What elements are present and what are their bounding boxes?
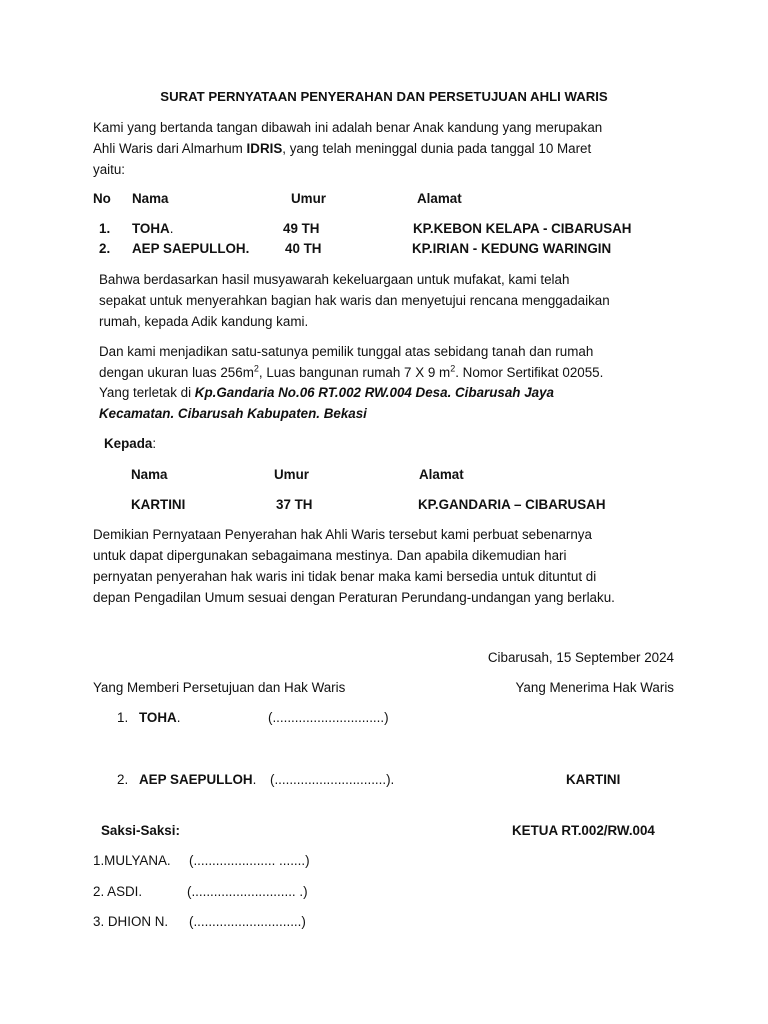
para3-line-2: untuk dapat dipergunakan sebagaimana mestinya. Dan apabila dikemudian hari <box>93 548 567 563</box>
witness-1-name: 1.MULYANA. <box>93 853 171 868</box>
heirs-header-age: Umur <box>291 191 326 206</box>
heirs-header-name: Nama <box>132 191 169 206</box>
land-area-text: dengan ukuran luas 256m <box>99 365 254 380</box>
para1-line-1: Bahwa berdasarkan hasil musyawarah kekeluargaan untuk mufakat, kami telah <box>99 272 570 287</box>
heir-2-name-text: AEP SAEPULLOH. <box>132 241 250 256</box>
witnesses-label: Saksi-Saksi: <box>101 823 180 838</box>
heirs-header-address: Alamat <box>417 191 462 206</box>
intro-line-2 <box>93 138 591 159</box>
para2-line-3 <box>99 382 554 403</box>
recipient-address: KP.GANDARIA – CIBARUSAH <box>418 497 606 512</box>
heir-1-name-suffix: . <box>169 221 174 236</box>
para1-line-2: sepakat untuk menyerahkan bagian hak waris dan menyetujui rencana menggadaikan <box>99 293 610 308</box>
witness-3-name: 3. DHION N. <box>93 914 169 929</box>
signer-1-no: 1. <box>117 710 129 725</box>
witness-3-signature-line: (.............................) <box>189 914 306 929</box>
location-prefix: Yang terletak di <box>99 385 195 400</box>
para3-line-1: Demikian Pernyataan Penyerahan hak Ahli Waris tersebut kami perbuat sebenarnya <box>93 527 592 542</box>
kepada-label <box>104 433 156 454</box>
document-title: SURAT PERNYATAAN PENYERAHAN DAN PERSETUJUAN AHLI WARIS <box>160 89 608 104</box>
heir-2-no: 2. <box>99 241 111 256</box>
witness-2-name: 2. ASDI. <box>93 884 143 899</box>
property-location: Kp.Gandaria No.06 RT.002 RW.004 Desa. Cibarusah Jaya <box>194 385 554 400</box>
signer-2-signature-line: (..............................). <box>270 772 395 787</box>
heir-1-name <box>132 218 173 239</box>
kepada-label-text: Kepada <box>104 436 153 451</box>
signer-2-name-text: AEP SAEPULLOH <box>139 772 253 787</box>
receiver-name: KARTINI <box>566 772 621 787</box>
signer-2-no: 2. <box>117 772 129 787</box>
recipient-age: 37 TH <box>276 497 313 512</box>
para2-line-2 <box>99 362 603 383</box>
receiver-label: Yang Menerima Hak Waris <box>515 680 674 695</box>
building-area-text: , Luas bangunan rumah 7 X 9 m <box>258 365 451 380</box>
witness-1-signature-line: (...................... .......) <box>189 853 310 868</box>
heirs-header-no: No <box>93 191 111 206</box>
kepada-colon: : <box>152 436 157 451</box>
intro-line-1: Kami yang bertanda tangan dibawah ini adalah benar Anak kandung yang merupakan <box>93 120 603 135</box>
heir-2-name <box>132 238 249 259</box>
certificate-number-text: . Nomor Sertifikat 02055. <box>455 365 604 380</box>
recipient-header-age: Umur <box>274 467 309 482</box>
recipient-header-address: Alamat <box>419 467 464 482</box>
intro-line-2-prefix: Ahli Waris dari Almarhum <box>93 141 247 156</box>
signer-1-name-text: TOHA <box>139 710 177 725</box>
recipient-name: KARTINI <box>131 497 186 512</box>
deceased-name: IDRIS <box>246 141 283 156</box>
para1-line-3: rumah, kepada Adik kandung kami. <box>99 314 309 329</box>
rt-chairman-label: KETUA RT.002/RW.004 <box>512 823 655 838</box>
para2-line-4: Kecamatan. Cibarusah Kabupaten. Bekasi <box>99 406 367 421</box>
signer-1-name-suffix: . <box>176 710 181 725</box>
land-area-superscript: 2 <box>253 363 259 374</box>
para3-line-3: pernyatan penyerahan hak waris ini tidak benar maka kami bersedia untuk dituntut di <box>93 569 597 584</box>
heir-2-address: KP.IRIAN - KEDUNG WARINGIN <box>412 241 612 256</box>
heir-1-age: 49 TH <box>283 221 320 236</box>
para2-line-1: Dan kami menjadikan satu-satunya pemilik tunggal atas sebidang tanah dan rumah <box>99 344 594 359</box>
signer-2-name <box>139 769 256 790</box>
heir-2-age: 40 TH <box>285 241 322 256</box>
giver-label: Yang Memberi Persetujuan dan Hak Waris <box>93 680 346 695</box>
date-place: Cibarusah, 15 September 2024 <box>487 650 674 665</box>
recipient-header-name: Nama <box>131 467 168 482</box>
heir-1-address: KP.KEBON KELAPA - CIBARUSAH <box>413 221 632 236</box>
signer-1-signature-line: (..............................) <box>268 710 389 725</box>
building-area-superscript: 2 <box>450 363 456 374</box>
intro-line-2-suffix: , yang telah meninggal dunia pada tanggal 10 Maret <box>282 141 592 156</box>
intro-line-3: yaitu: <box>93 162 126 177</box>
para3-line-4: depan Pengadilan Umum sesuai dengan Peraturan Perundang-undangan yang berlaku. <box>93 590 615 605</box>
heir-1-no: 1. <box>99 221 111 236</box>
heir-1-name-text: TOHA <box>132 221 170 236</box>
witness-2-signature-line: (............................ .) <box>187 884 308 899</box>
signer-2-name-suffix: . <box>252 772 257 787</box>
signer-1-name <box>139 707 180 728</box>
